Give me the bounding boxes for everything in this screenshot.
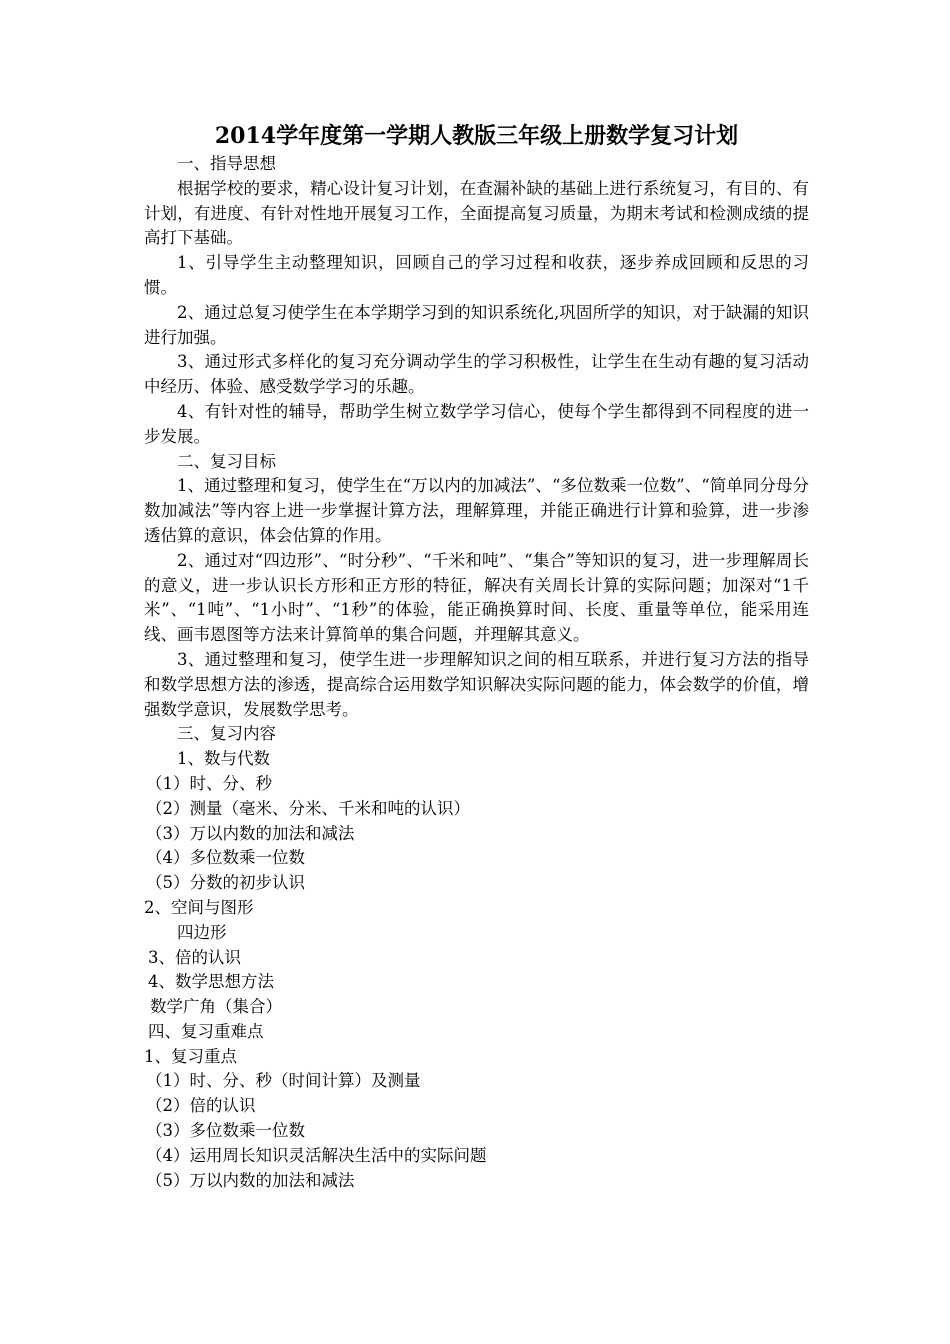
list-item: 四边形 — [177, 922, 227, 942]
list-item: （4）运用周长知识灵活解决生活中的实际问题 — [146, 1145, 487, 1165]
paragraph-point: 1、引导学生主动整理知识，回顾自己的学习过程和收获，逐步养成回顾和反思的习惯。 — [144, 253, 809, 297]
paragraph-point: 4、有针对性的辅导，帮助学生树立数学学习信心，使每个学生都得到不同程度的进一步发展。 — [144, 401, 809, 446]
paragraph-point: 2、通过总复习使学生在本学期学习到的知识系统化,巩固所学的知识，对于缺漏的知识进行加强。 — [144, 302, 809, 347]
section-heading-key-points: 四、复习重难点 — [148, 1021, 264, 1041]
list-item: （2）测量（毫米、分米、千米和吨的认识） — [146, 798, 470, 818]
subheading-space-shape: 2、空间与图形 — [144, 897, 254, 917]
list-item: （5）万以内数的加法和减法 — [146, 1170, 355, 1190]
paragraph-point: 3、通过形式多样化的复习充分调动学生的学习积极性，让学生在生动有趣的复习活动中经历、体验、感受数学学习的乐趣。 — [144, 352, 809, 397]
section-heading-guiding-thought: 一、指导思想 — [177, 154, 276, 173]
subheading-number-algebra: 1、数与代数 — [177, 749, 270, 769]
subheading-math-thinking: 4、数学思想方法 — [148, 972, 274, 992]
list-item: （2）倍的认识 — [146, 1096, 256, 1116]
subheading-review-focus: 1、复习重点 — [144, 1046, 237, 1066]
paragraph-goal: 2、通过对“四边形”、“时分秒”、“千米和吨”、“集合”等知识的复习，进一步理解周长的意义，进一步认识长方形和正方形的特征，解决有关周长计算的实际问题；加深对“1千米”、“1吨”、“1小时”、“1秒”的体验，能正确换算时间、长度、重量等单位，能采用连线、画韦恩图等方法来计算简单的集合问题，并理解其意义。 — [144, 550, 809, 645]
list-item: （3）多位数乘一位数 — [146, 1121, 305, 1141]
list-item: （4）多位数乘一位数 — [146, 848, 305, 868]
document-page — [144, 120, 809, 1193]
paragraph-goal: 3、通过整理和复习，使学生进一步理解知识之间的相互联系，并进行复习方法的指导和数学思想方法的渗透，提高综合运用数学知识解决实际问题的能力，体会数学的价值，增强数学意识，发展数学思考。 — [144, 649, 809, 719]
section-heading-review-goals: 二、复习目标 — [177, 451, 276, 471]
list-item: （5）分数的初步认识 — [146, 873, 305, 893]
subheading-multiples: 3、倍的认识 — [148, 947, 241, 967]
paragraph-intro: 根据学校的要求，精心设计复习计划，在查漏补缺的基础上进行系统复习，有目的、有计划，有进度、有针对性地开展复习工作，全面提高复习质量，为期末考试和检测成绩的提高打下基础。 — [144, 178, 809, 248]
document-title: 2014学年度第一学期人教版三年级上册数学复习计划 — [214, 123, 739, 149]
list-item: （1）时、分、秒（时间计算）及测量 — [146, 1071, 421, 1091]
section-heading-review-content: 三、复习内容 — [177, 724, 276, 744]
list-item: （1）时、分、秒 — [146, 773, 272, 793]
paragraph-goal: 1、通过整理和复习，使学生在“万以内的加减法”、“多位数乘一位数”、“简单同分母分数加减法”等内容上进一步掌握计算方法，理解算理，并能正确进行计算和验算，进一步渗透估算的意识，体会估算的作用。 — [144, 476, 809, 545]
list-item: 数学广角（集合） — [150, 997, 282, 1017]
list-item: （3）万以内数的加法和减法 — [146, 823, 355, 843]
